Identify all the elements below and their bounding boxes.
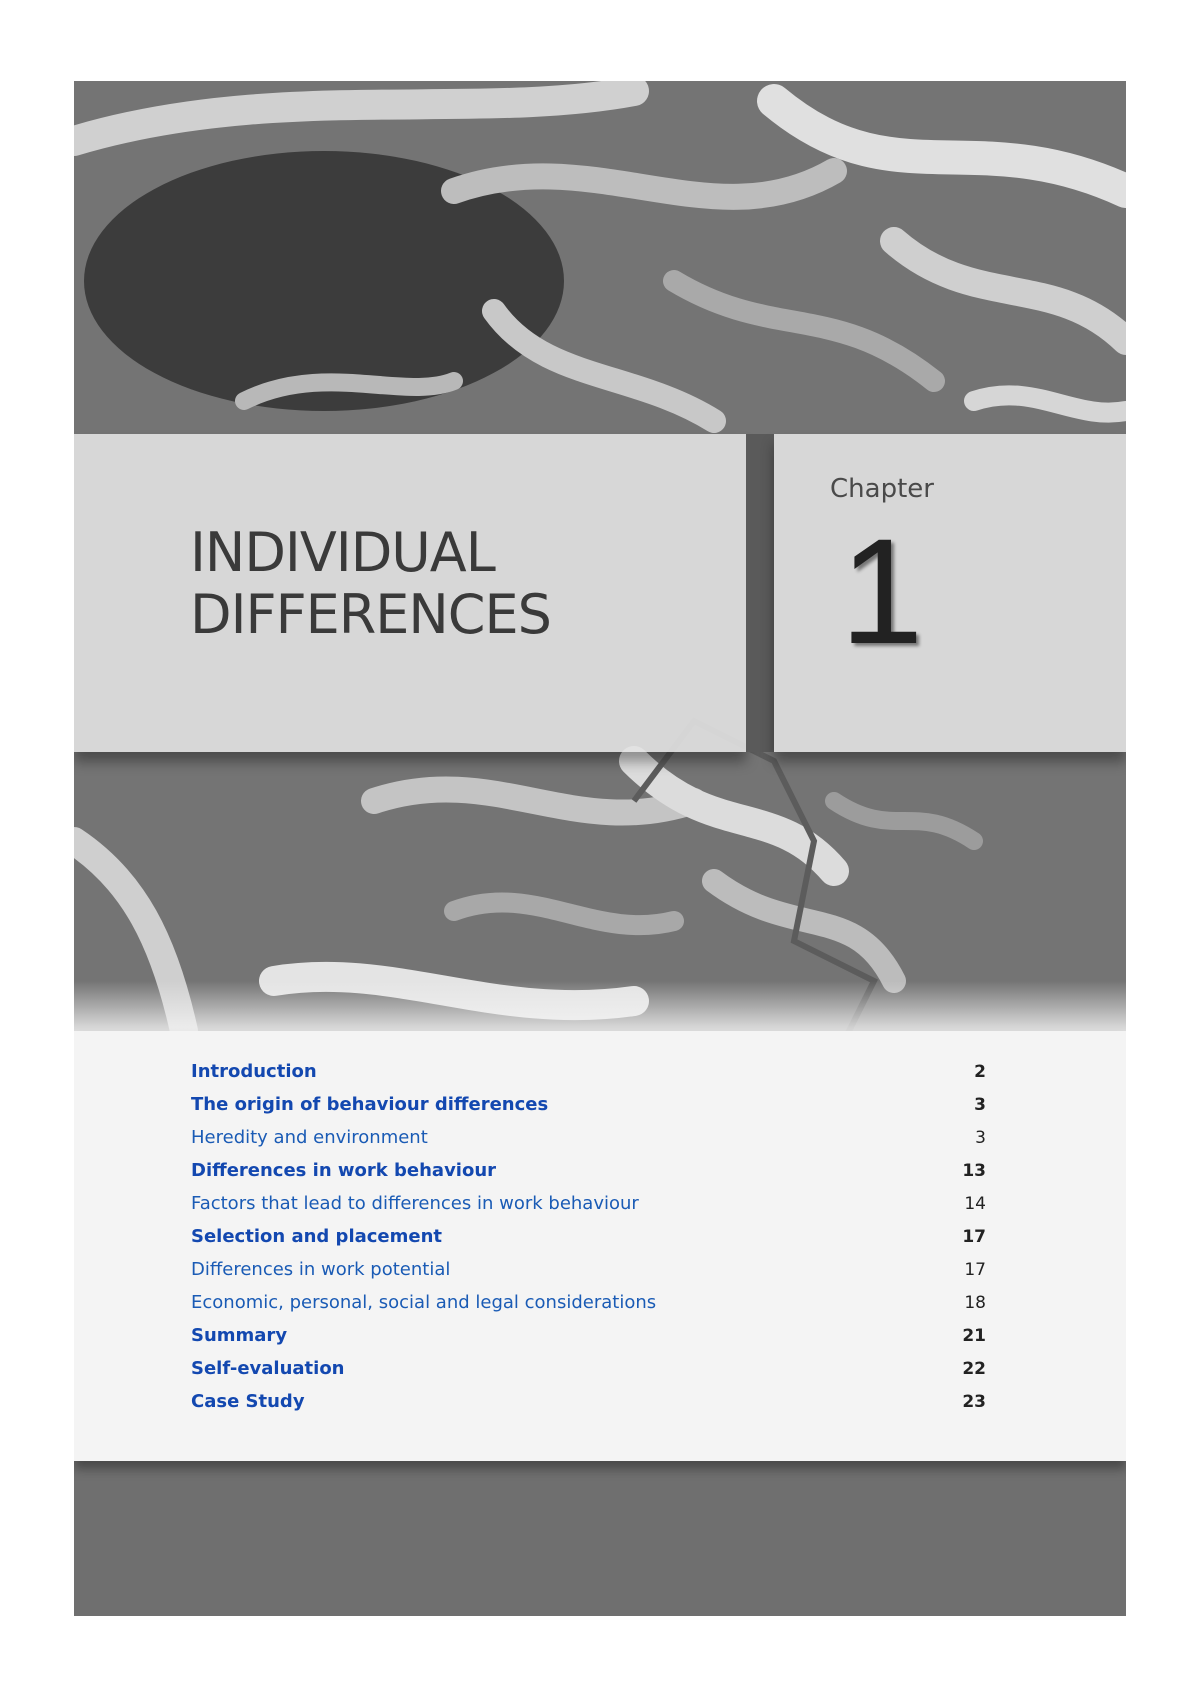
- contents-item-page: 3: [974, 1095, 986, 1115]
- contents-item-page: 18: [964, 1293, 986, 1313]
- contents-item-label: Selection and placement: [191, 1226, 443, 1247]
- contents-item-label: Factors that lead to differences in work behaviour: [191, 1193, 639, 1214]
- contents-item-page: 23: [962, 1392, 986, 1412]
- contents-item-label: Economic, personal, social and legal considerations: [191, 1292, 657, 1313]
- contents-item-page: 17: [962, 1227, 986, 1247]
- contents-subitem[interactable]: [191, 1127, 986, 1160]
- contents-subitem[interactable]: [191, 1193, 986, 1226]
- chapter-label: Chapter: [830, 474, 934, 504]
- contents-item[interactable]: [191, 1391, 986, 1424]
- contents-subitem[interactable]: [191, 1292, 986, 1325]
- contents-subitem[interactable]: [191, 1259, 986, 1292]
- contents-item-page: 13: [962, 1161, 986, 1181]
- contents-item-page: 2: [974, 1062, 986, 1082]
- contents-item-label: The origin of behaviour differences: [191, 1094, 549, 1115]
- chapter-title-line-2: DIFFERENCES: [190, 583, 551, 646]
- chapter-number-band: [774, 434, 1126, 752]
- contents-item-label: Self-evaluation: [191, 1358, 345, 1379]
- contents-item[interactable]: [191, 1226, 986, 1259]
- contents-item-label: Case Study: [191, 1391, 305, 1412]
- contents-item-page: 22: [962, 1359, 986, 1379]
- contents-item-label: Differences in work behaviour: [191, 1160, 497, 1181]
- chapter-number: 1: [840, 507, 924, 675]
- contents-item[interactable]: [191, 1061, 986, 1094]
- contents-item-label: Differences in work potential: [191, 1259, 451, 1280]
- contents-item[interactable]: [191, 1094, 986, 1127]
- contents-item-label: Heredity and environment: [191, 1127, 428, 1148]
- chapter-opener-panel: [74, 81, 1126, 1616]
- chapter-title-line-1: INDIVIDUAL: [190, 521, 495, 584]
- contents-item[interactable]: [191, 1358, 986, 1391]
- contents-item-label: Introduction: [191, 1061, 317, 1082]
- band-divider: [746, 434, 774, 752]
- chapter-title: [190, 522, 551, 646]
- title-band: [74, 434, 746, 752]
- contents-item-page: 14: [964, 1194, 986, 1214]
- contents-item-page: 21: [962, 1326, 986, 1346]
- contents-item[interactable]: [191, 1325, 986, 1358]
- contents-item[interactable]: [191, 1160, 986, 1193]
- contents-list: [191, 1061, 986, 1424]
- contents-box: [74, 1031, 1126, 1461]
- contents-item-label: Summary: [191, 1325, 288, 1346]
- contents-item-page: 17: [964, 1260, 986, 1280]
- contents-item-page: 3: [975, 1128, 986, 1148]
